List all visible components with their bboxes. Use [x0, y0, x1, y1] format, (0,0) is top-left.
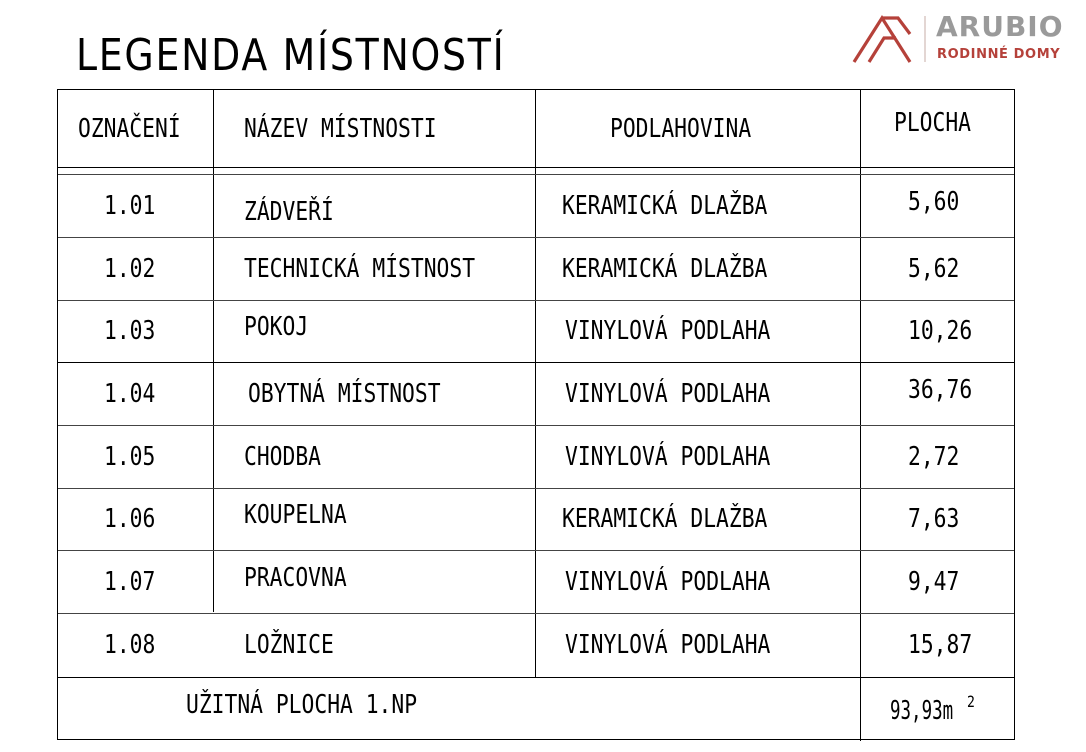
table-row — [58, 488, 1014, 550]
row-area: 7,63 — [908, 504, 960, 534]
table-row — [58, 175, 1014, 237]
row-area: 2,72 — [908, 441, 960, 472]
row-floor: VINYLOVÁ PODLAHA — [565, 316, 771, 346]
row-floor: VINYLOVÁ PODLAHA — [565, 441, 771, 472]
header-code: OZNAČENÍ — [78, 113, 181, 144]
table-row — [58, 550, 1014, 613]
logo-divider — [924, 16, 926, 62]
row-floor: KERAMICKÁ DLAŽBA — [562, 191, 768, 221]
row-area: 5,60 — [908, 187, 960, 217]
row-area: 5,62 — [908, 253, 960, 284]
row-code: 1.08 — [104, 630, 156, 660]
row-area: 36,76 — [908, 374, 973, 405]
row-name: CHODBA — [244, 441, 322, 472]
row-floor: KERAMICKÁ DLAŽBA — [562, 504, 768, 534]
row-area: 9,47 — [908, 566, 960, 597]
row-code: 1.03 — [104, 316, 156, 346]
total-value: 93,93m $^2$ — [890, 692, 975, 726]
company-logo — [852, 10, 1078, 66]
row-code: 1.06 — [104, 504, 156, 534]
row-name: LOŽNICE — [244, 630, 334, 660]
row-code: 1.02 — [104, 253, 156, 284]
row-floor: VINYLOVÁ PODLAHA — [565, 630, 771, 660]
table-row — [58, 237, 1014, 300]
row-name: KOUPELNA — [244, 500, 347, 530]
table-header-row — [58, 90, 1014, 167]
row-name: POKOJ — [244, 312, 309, 342]
row-code: 1.05 — [104, 441, 156, 472]
header-name: NÁZEV MÍSTNOSTI — [244, 113, 437, 144]
total-label: UŽITNÁ PLOCHA 1.NP — [186, 690, 418, 720]
row-name: ZÁDVEŘÍ — [244, 197, 334, 227]
header-area: PLOCHA — [894, 107, 972, 138]
table-row — [58, 613, 1014, 677]
row-name: PRACOVNA — [244, 562, 347, 593]
row-floor: VINYLOVÁ PODLAHA — [565, 566, 771, 597]
row-name: OBYTNÁ MÍSTNOST — [248, 378, 441, 409]
arubio-logo-icon — [852, 14, 914, 64]
row-name: TECHNICKÁ MÍSTNOST — [244, 253, 476, 284]
table-row — [58, 300, 1014, 362]
row-code: 1.07 — [104, 566, 156, 597]
unit-exponent: 2 — [967, 692, 975, 711]
row-code: 1.01 — [104, 191, 156, 221]
page-title: LEGENDA MÍSTNOSTÍ — [76, 30, 506, 81]
table-row — [58, 362, 1014, 425]
room-legend-table — [57, 89, 1015, 740]
logo-subtitle: RODINNÉ DOMY — [937, 47, 1061, 62]
header-floor: PODLAHOVINA — [610, 113, 752, 144]
row-area: 15,87 — [908, 630, 973, 660]
row-floor: VINYLOVÁ PODLAHA — [565, 378, 771, 409]
header-divider — [58, 167, 1014, 168]
table-row — [58, 425, 1014, 488]
table-footer-row — [58, 678, 1014, 740]
row-code: 1.04 — [104, 378, 156, 409]
row-area: 10,26 — [908, 316, 973, 346]
row-floor: KERAMICKÁ DLAŽBA — [562, 253, 768, 284]
logo-name: ARUBIO — [936, 10, 1064, 43]
